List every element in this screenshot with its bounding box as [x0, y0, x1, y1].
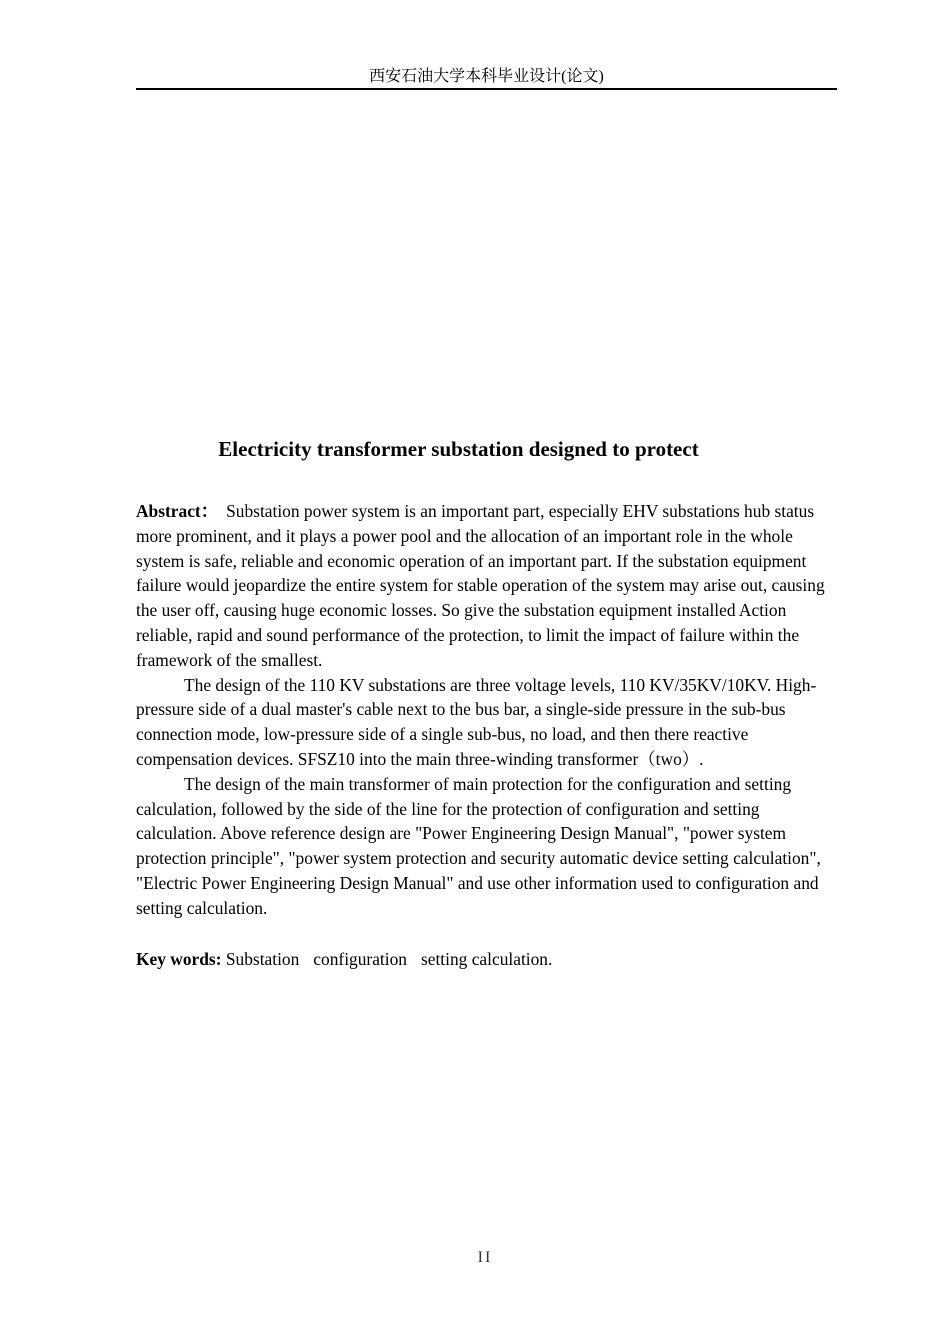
keyword-item: configuration — [313, 949, 407, 969]
keyword-item: setting calculation. — [420, 949, 553, 969]
abstract-paragraph-1-text: Substation power system is an important part, especially EHV substations hub status more prominent, and it plays a power pool and the allocation of an important role in the whole system is safe, reliable and economic operation of an important part. If the substation equipment failure would jeopardize the entire system for stable operation of the system may arise out, causing the user off, causing huge economic losses. So give the substation equipment installed Action reliable, rapid and sound performance of the protection, to limit the impact of failure within the framework of the smallest. — [136, 501, 825, 670]
page-number: II — [477, 1249, 493, 1266]
abstract-paragraph-2: The design of the 110 KV substations are three voltage levels, 110 KV/35KV/10KV. High-pressure side of a dual master's cable next to the bus bar, a single-side pressure in the sub-bus connection mode, low-pressure side of a single sub-bus, no load, and then there reactive compensation devices. SFSZ10 into the main three-winding transformer（two）. — [136, 674, 817, 769]
abstract-label: Abstract： — [136, 501, 219, 521]
running-header — [136, 66, 837, 90]
running-header-text: 西安石油大学本科毕业设计(论文) — [369, 68, 604, 85]
paper-title: Electricity transformer substation designed to protect — [218, 437, 699, 461]
abstract-paragraph-3: The design of the main transformer of main protection for the configuration and setting calculation, followed by the side of the line for the protection of configuration and setting calculation. Above reference design are "Power Engineering Design Manual", "power system protection principle", "power system protection and security automatic device setting calculation", "Electric Power Engineering Design Manual" and use other information used to configuration and setting calculation. — [136, 773, 821, 918]
abstract-section — [136, 499, 837, 921]
abstract-paragraph-1 — [136, 499, 837, 673]
keywords-section — [136, 947, 837, 971]
keywords-label: Key words: — [136, 949, 222, 969]
keyword-item: Substation — [225, 949, 300, 969]
